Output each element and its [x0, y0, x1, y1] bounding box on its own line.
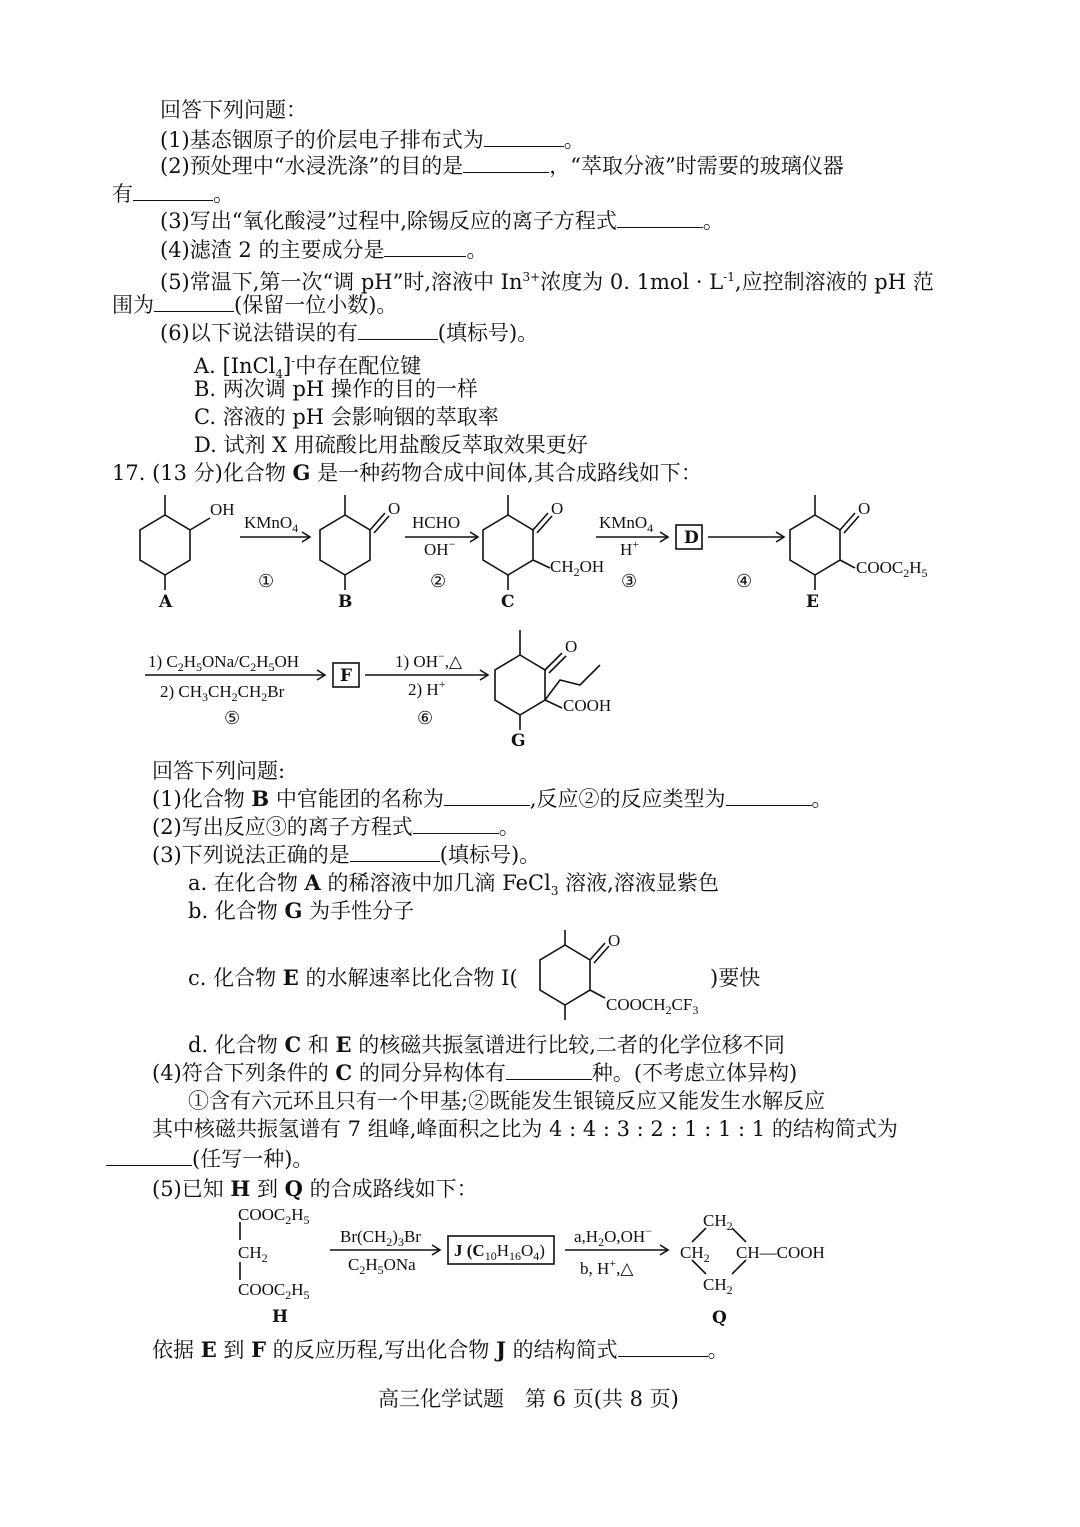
q17-part4-conditions: ①含有六元环且只有一个甲基;②既能发生银镜反应又能发生水解反应 [188, 1089, 826, 1113]
ring-g [495, 655, 545, 715]
oh-label: OH [210, 500, 235, 519]
answer-blank[interactable] [506, 1061, 592, 1080]
o-label: O [388, 499, 401, 518]
q16-part5: (5)常温下,第一次“调 pH”时,溶液中 $In^{3+}$浓度为 0. $1mol \cdot L^{-1}$,应控制溶液的 pH 范 [160, 270, 934, 294]
reagent-5b: 2) $CH_3CH_2CH_2Br$ [160, 682, 285, 704]
ring-c [483, 515, 533, 575]
answer-blank[interactable] [106, 1147, 192, 1166]
q17-option-a: a. 在化合物 A 的稀溶液中加几滴 FeCl$_3$ 溶液,溶液显紫色 [188, 870, 719, 899]
label-e: E [806, 592, 819, 612]
page-footer: 高三化学试题 第 6 页(共 8 页) [378, 1387, 679, 1411]
q16-part5-cont: 围为 (保留一位小数)。 [112, 293, 398, 317]
reagent-acid: b, H+,△ [580, 1256, 634, 1278]
q16-intro: 回答下列问题： [160, 98, 307, 122]
label-c: C [501, 592, 515, 612]
answer-blank[interactable] [350, 843, 440, 862]
compound-j: J $(C_{10}H_{16}O_4)$ [454, 1241, 545, 1263]
step-4: ④ [736, 571, 753, 592]
q16-part6: (6)以下说法错误的有 (填标号)。 [160, 321, 539, 345]
answer-blank[interactable] [444, 787, 530, 806]
answer-blank[interactable] [413, 815, 499, 834]
h-bottom-group: $COOC_2H_5$ [238, 1280, 310, 1302]
label-b: B [338, 592, 353, 612]
q16-option-b: B. 两次调 pH 操作的目的一样 [194, 377, 478, 401]
cooh-group: COOH [563, 696, 612, 715]
o-label: O [565, 637, 578, 656]
q17-intro: 回答下列问题: [152, 759, 286, 783]
reagent-kmno4: KMnO$_4$ [244, 513, 299, 535]
q16-part4: (4)滤渣 2 的主要成分是 。 [160, 238, 488, 262]
q17-part5: (5)已知 H 到 Q 的合成路线如下： [152, 1176, 478, 1201]
q17-option-d: d. 化合物 C 和 E 的核磁共振氢谱进行比较,二者的化学位移不同 [188, 1032, 785, 1057]
q17-part2: (2)写出反应③的离子方程式 。 [152, 815, 520, 839]
q17-final: 依据 E 到 F 的反应历程,写出化合物 J 的结构简式 。 [152, 1337, 729, 1362]
reagent-hcho: HCHO [412, 513, 461, 532]
h-mid-group: $CH_2$ [238, 1243, 268, 1265]
ring-i [540, 945, 590, 1005]
ring-b [320, 515, 370, 575]
q17-part4: (4)符合下列条件的 C 的同分异构体有 种。(不考虑立体异构) [152, 1060, 798, 1085]
h-top-group: $COOC_2H_5$ [238, 1205, 310, 1227]
q17-part3: (3)下列说法正确的是 (填标号)。 [152, 843, 541, 867]
label-h: H [272, 1307, 289, 1327]
answer-blank[interactable] [618, 1338, 708, 1357]
o-label: O [551, 499, 564, 518]
cooc2h5-group: $COOC_2H_5$ [856, 558, 928, 580]
reagent-br: $Br(CH_2)_3Br$ [340, 1227, 421, 1249]
q17-option-c: c. 化合物 E 的水解速率比化合物 I( [188, 965, 518, 990]
q17-part4-nmr: 其中核磁共振氢谱有 7 组峰,峰面积之比为 4 : 4 : 3 : 2 : 1 : 1 : 1 的结构简式为 [152, 1117, 898, 1141]
reagent-kmno4: KMnO$_4$ [599, 513, 654, 535]
reagent-6b: 2) H+ [408, 677, 446, 699]
q16-part2-cont: 有 。 [112, 182, 234, 206]
q-top: $CH_2$ [703, 1211, 733, 1233]
label-a: A [159, 592, 173, 612]
q16-part3: (3)写出“氧化酸浸”过程中,除锡反应的离子方程式 。 [160, 209, 724, 233]
step-2: ② [430, 571, 447, 592]
reagent-hplus: H+ [620, 537, 640, 559]
ch2oh-group: $CH_2OH$ [550, 557, 605, 579]
label-q: Q [712, 1308, 727, 1328]
step-1: ① [258, 571, 275, 592]
q-left: $CH_2$ [680, 1243, 710, 1265]
ring-a [140, 515, 190, 575]
label-d: D [684, 528, 699, 548]
cooch2cf3-group: $COOCH_2CF_3$ [606, 995, 699, 1017]
reagent-naoet: $C_2H_5ONa$ [348, 1255, 416, 1277]
ring-e [790, 515, 840, 575]
reagent-6a: 1) OH−,△ [395, 649, 463, 671]
q16-part2: (2)预处理中“水浸洗涤”的目的是 ，“萃取分液”时需要的玻璃仪器 [160, 154, 844, 178]
label-g: G [511, 731, 526, 751]
label-f: F [340, 666, 353, 686]
q17-part4-end: (任写一种)。 [106, 1146, 313, 1172]
step-6: ⑥ [417, 708, 434, 729]
q-right: CH—COOH [736, 1243, 825, 1262]
q17-heading: 17. (13 分)化合物 G 是一种药物合成中间体,其合成路线如下： [112, 460, 702, 485]
answer-blank[interactable] [726, 787, 812, 806]
o-label: O [858, 499, 871, 518]
step-3: ③ [621, 571, 638, 592]
q16-option-a: A. [InCl$_4$]-中存在配位键 [194, 354, 422, 382]
q16-option-d: D. 试剂 X 用硫酸比用盐酸反萃取效果更好 [194, 433, 588, 457]
step-5: ⑤ [224, 708, 241, 729]
q17-option-b: b. 化合物 G 为手性分子 [188, 898, 415, 923]
q17-part1: (1)化合物 B 中官能团的名称为 ,反应②的反应类型为 。 [152, 786, 833, 811]
q17-option-c-end: )要快 [710, 966, 761, 990]
reagent-oh: OH− [424, 537, 456, 559]
reagent-hydrolysis: $a,H_2O,OH^-$ [574, 1224, 652, 1249]
q-bottom: $CH_2$ [703, 1275, 733, 1297]
q16-option-c: C. 溶液的 pH 会影响铟的萃取率 [194, 405, 499, 429]
o-label: O [608, 931, 621, 950]
q16-part1: (1)基态铟原子的价层电子排布式为 。 [160, 128, 585, 152]
reagent-5a: 1) $C_2H_5ONa/C_2H_5OH$ [148, 652, 300, 674]
